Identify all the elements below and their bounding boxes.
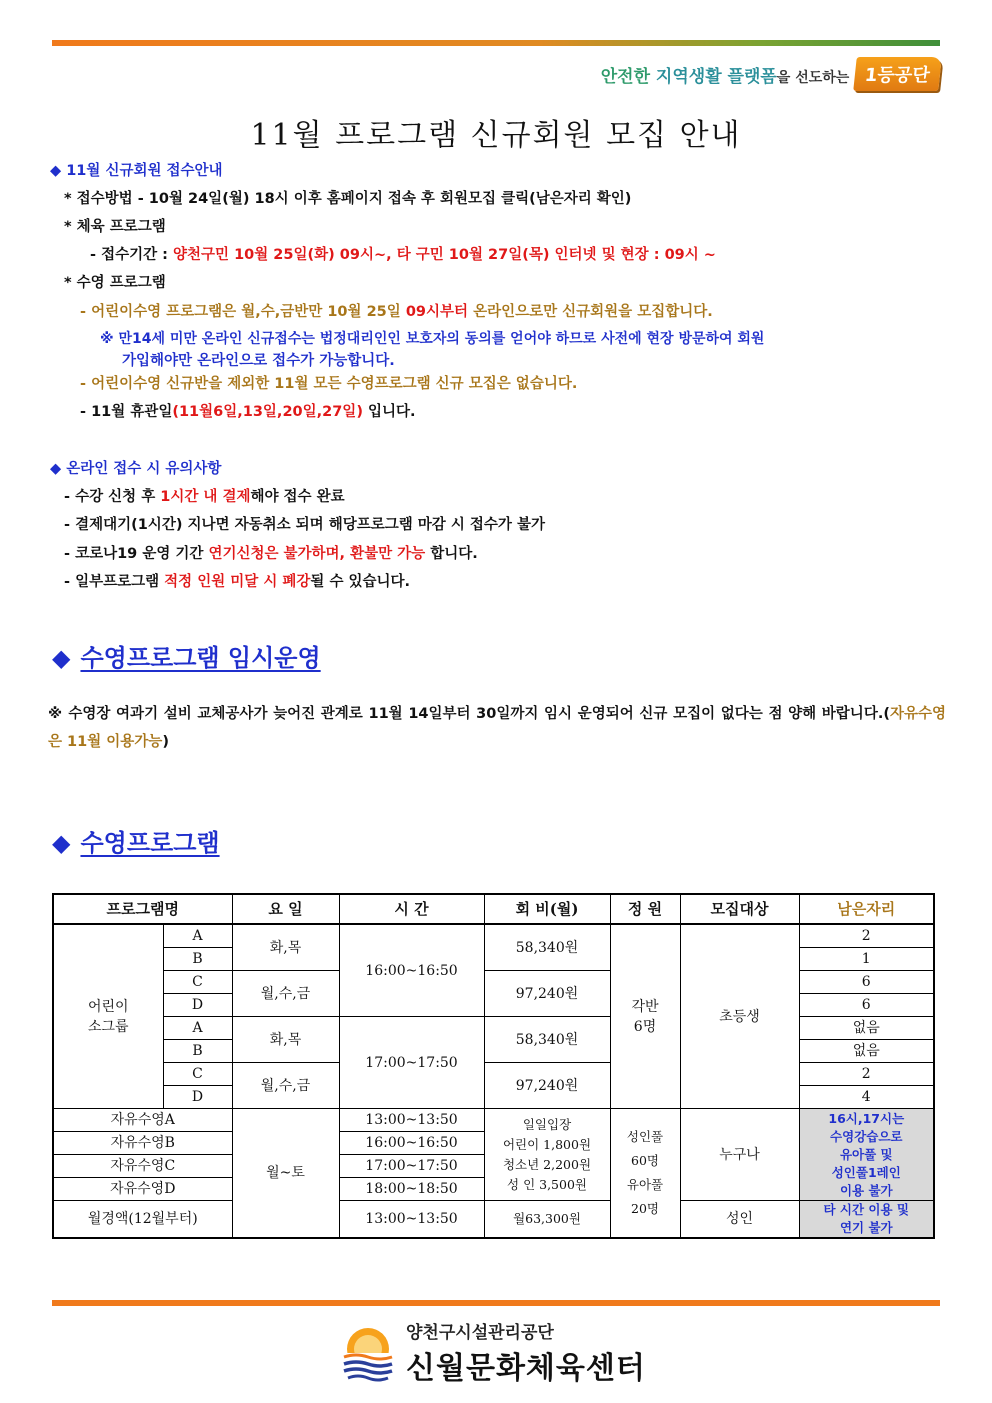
slogan-part-a: 안전한 <box>600 66 656 87</box>
table-row <box>53 971 934 994</box>
notice-line4 <box>64 570 410 591</box>
table-row <box>53 1109 934 1132</box>
period-value: 양천구민 10월 25일(화) 09시~, 타 구민 10월 27일(목) 인터넷 및 현장 : 09시 ~ <box>173 247 716 263</box>
note-line1: ※ 만14세 미만 온라인 신규접수는 법정대리인인 보호자의 동의를 얻어야 하므로 사전에 현장 방문하여 회원 <box>100 331 765 347</box>
free-swim-name: 자유수영B <box>53 1132 232 1155</box>
section4-heading-text: 수영프로그램 <box>80 829 220 857</box>
days-cell: 화,목 <box>232 1017 339 1063</box>
remaining-cell: 없음 <box>799 1017 934 1040</box>
monthly-fee-cell: 월63,300원 <box>484 1201 610 1239</box>
free-days-cell: 월~토 <box>232 1109 339 1239</box>
temporary-notice-a: ※ 수영장 여과기 설비 교체공사가 늦어진 관계로 11월 14일부터 30일까지 임시 운영되어 신규 모집이 없다는 점 양해 바랍니다.( <box>48 706 890 722</box>
monthly-time-cell: 13:00~13:50 <box>339 1201 484 1239</box>
notice3-red: 연기신청은 불가하며, 환불만 가능 <box>208 546 426 562</box>
section2-heading-text: 온라인 접수 시 유의사항 <box>66 461 222 477</box>
kids-group-cell: 어린이 소그룹 <box>53 924 163 1109</box>
remaining-cell: 없음 <box>799 1040 934 1063</box>
fee-cell: 97,240원 <box>484 971 610 1017</box>
free-target-cell: 누구나 <box>680 1109 799 1201</box>
page-title: 11월 프로그램 신규회원 모집 안내 <box>250 118 742 153</box>
section4-heading <box>52 823 220 858</box>
class-cell: D <box>163 1086 232 1109</box>
kids-line1-a: - 어린이수영 프로그램은 월,수,금반만 10월 25일 <box>80 304 406 320</box>
time-cell: 16:00~16:50 <box>339 924 484 1017</box>
footer-center-name: 신월문화체육센터 <box>406 1351 646 1386</box>
col-capacity: 정 원 <box>610 894 680 924</box>
col-target: 모집대상 <box>680 894 799 924</box>
table-row <box>53 924 934 948</box>
monthly-note-cell: 타 시간 이용 및 연기 불가 <box>799 1201 934 1239</box>
kids-target-cell: 초등생 <box>680 924 799 1109</box>
free-swim-name: 자유수영A <box>53 1109 232 1132</box>
free-time-cell: 18:00~18:50 <box>339 1178 484 1201</box>
free-time-cell: 16:00~16:50 <box>339 1132 484 1155</box>
section1-heading-text: 11월 신규회원 접수안내 <box>66 163 223 179</box>
temporary-notice-b: ) <box>162 734 169 750</box>
notice3-b: 합니다. <box>425 546 478 562</box>
remaining-cell: 6 <box>799 994 934 1017</box>
class-cell: A <box>163 924 232 948</box>
days-cell: 월,수,금 <box>232 971 339 1017</box>
notice1-a: - 수강 신청 후 <box>64 489 161 505</box>
notice1-b: 해야 접수 완료 <box>250 489 345 505</box>
kids-line1 <box>80 300 713 321</box>
remaining-cell: 4 <box>799 1086 934 1109</box>
free-time-cell: 13:00~13:50 <box>339 1109 484 1132</box>
days-cell: 화,목 <box>232 924 339 971</box>
table-header-row <box>53 894 934 924</box>
section3-heading-text: 수영프로그램 임시운영 <box>80 644 321 672</box>
table-row <box>53 1017 934 1040</box>
diamond-bullet-icon: ◆ <box>52 829 71 857</box>
time-cell: 17:00~17:50 <box>339 1017 484 1109</box>
sun-wave-logo-icon <box>338 1323 398 1383</box>
diamond-bullet-icon: ◆ <box>52 644 71 672</box>
notice-line1 <box>64 485 345 506</box>
section3-heading <box>52 638 321 673</box>
slogan-badge: 1등공단 <box>854 57 942 91</box>
free-time-cell: 17:00~17:50 <box>339 1155 484 1178</box>
period-label: - 접수기간 : <box>90 247 173 263</box>
notice-line2: - 결제대기(1시간) 지나면 자동취소 되며 해당프로그램 마감 시 접수가 불가 <box>64 517 545 533</box>
note-line2: 가입해야만 온라인으로 접수가 가능합니다. <box>122 353 395 369</box>
monthly-pass-name: 월경액(12월부터) <box>53 1201 232 1239</box>
col-fee: 회 비(월) <box>484 894 610 924</box>
slogan-text <box>601 62 850 87</box>
free-swim-name: 자유수영C <box>53 1155 232 1178</box>
swim-label: * 수영 프로그램 <box>64 275 166 291</box>
kids-line1-red: 09시부터 <box>405 304 469 320</box>
col-remaining: 남은자리 <box>799 894 934 924</box>
temporary-notice-brown: 자유수영은 11월 이용가능 <box>48 706 946 750</box>
class-cell: B <box>163 1040 232 1063</box>
period-line <box>90 243 716 264</box>
slogan-part-c: 을 선도하는 <box>776 69 850 86</box>
notice3-a: - 코로나19 운영 기간 <box>64 546 209 562</box>
holiday-dates: (11월6일,13일,20일,27일) <box>172 404 363 420</box>
method-line: * 접수방법 - 10월 24일(월) 18시 이후 홈페이지 접속 후 회원모집 클릭(남은자리 확인) <box>64 191 632 207</box>
remaining-cell: 2 <box>799 1063 934 1086</box>
days-cell: 월,수,금 <box>232 1063 339 1109</box>
kids-line1-end: 온라인으로만 신규회원을 모집합니다. <box>468 304 713 320</box>
remaining-cell: 1 <box>799 948 934 971</box>
footer-logo <box>338 1318 646 1387</box>
footer-text <box>406 1318 646 1387</box>
remaining-cell: 2 <box>799 924 934 948</box>
slogan-part-b: 지역생활 플랫폼 <box>655 66 777 87</box>
diamond-bullet-icon: ◆ <box>50 163 62 179</box>
monthly-target-cell: 성인 <box>680 1201 799 1239</box>
col-program: 프로그램명 <box>53 894 232 924</box>
section1-heading <box>50 159 223 180</box>
notice4-b: 될 수 있습니다. <box>310 574 411 590</box>
holiday-a: - 11월 휴관일 <box>80 404 173 420</box>
temporary-notice <box>48 700 946 756</box>
col-days: 요 일 <box>232 894 339 924</box>
notice4-a: - 일부프로그램 <box>64 574 165 590</box>
notice1-red: 1시간 내 결제 <box>160 489 251 505</box>
free-fee-cell: 일일입장 어린이 1,800원 청소년 2,200원 성 인 3,500원 <box>484 1109 610 1201</box>
class-cell: B <box>163 948 232 971</box>
swim-program-table <box>52 893 935 1239</box>
notice-line3 <box>64 542 478 563</box>
table-row <box>53 1201 934 1239</box>
free-capacity-cell: 성인풀 60명 유아풀 20명 <box>610 1109 680 1239</box>
holiday-line <box>80 400 416 421</box>
fitness-label: * 체육 프로그램 <box>64 219 166 235</box>
notice4-red: 적정 인원 미달 시 폐강 <box>164 574 311 590</box>
fee-cell: 58,340원 <box>484 924 610 971</box>
class-cell: A <box>163 1017 232 1040</box>
holiday-b: 입니다. <box>362 404 416 420</box>
table-row <box>53 1063 934 1086</box>
fee-cell: 58,340원 <box>484 1017 610 1063</box>
class-cell: C <box>163 971 232 994</box>
free-note-cell: 16시,17시는 수영강습으로 유아풀 및 성인풀1레인 이용 불가 <box>799 1109 934 1201</box>
slogan-banner <box>601 56 940 92</box>
col-time: 시 간 <box>339 894 484 924</box>
top-accent-bar <box>52 40 940 46</box>
footer-org: 양천구시설관리공단 <box>406 1323 554 1343</box>
fee-cell: 97,240원 <box>484 1063 610 1109</box>
section2-heading <box>50 457 221 478</box>
class-cell: C <box>163 1063 232 1086</box>
kids-capacity-cell: 각반 6명 <box>610 924 680 1109</box>
free-swim-name: 자유수영D <box>53 1178 232 1201</box>
remaining-cell: 6 <box>799 971 934 994</box>
kids-line2: - 어린이수영 신규반을 제외한 11월 모든 수영프로그램 신규 모집은 없습니다. <box>80 376 578 392</box>
diamond-bullet-icon: ◆ <box>50 461 62 477</box>
class-cell: D <box>163 994 232 1017</box>
bottom-accent-bar <box>52 1300 940 1306</box>
